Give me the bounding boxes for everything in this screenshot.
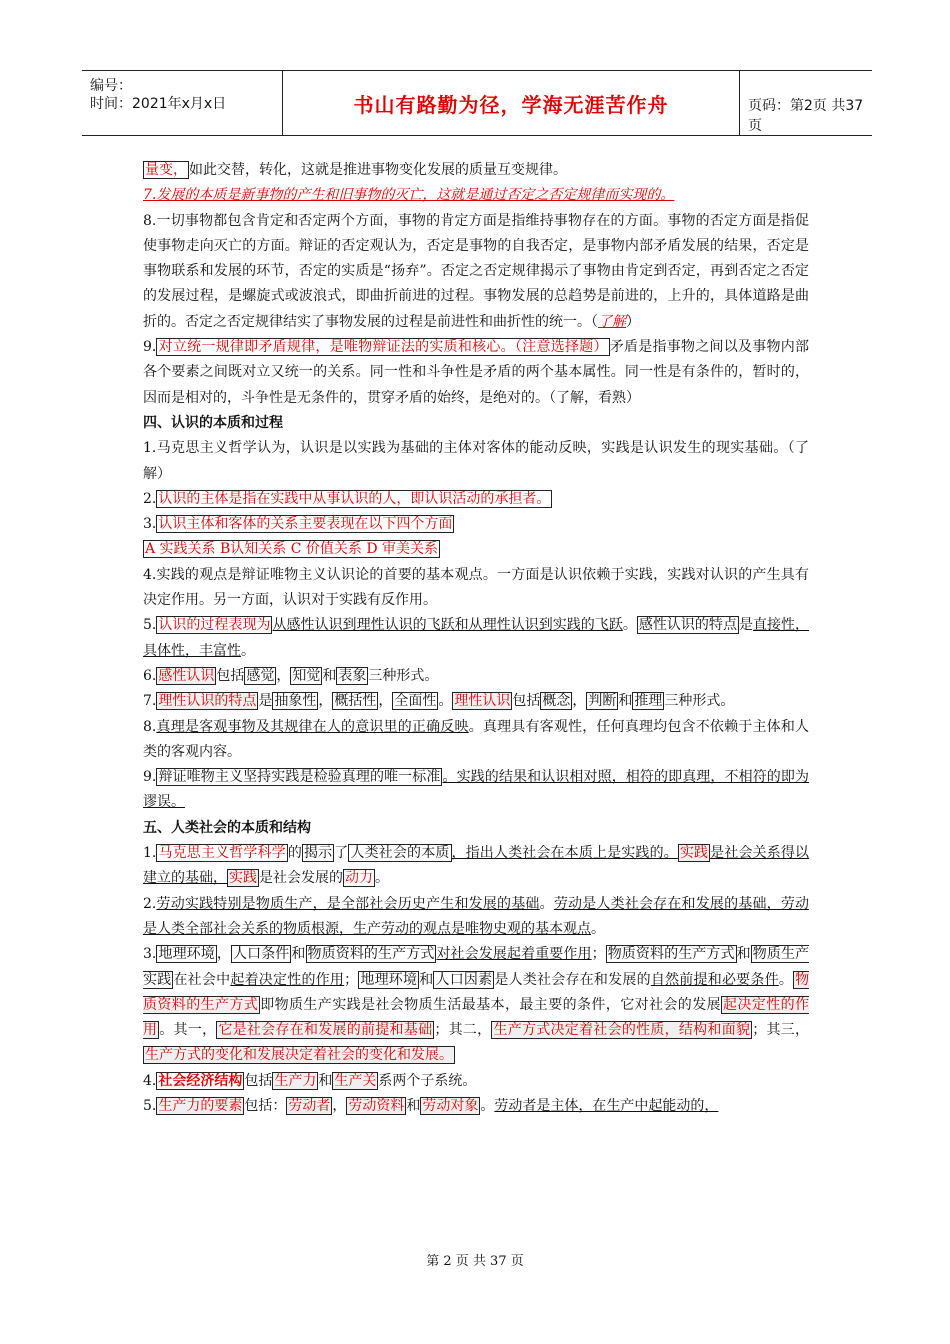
s4-item-6: 6. 感性认识 包括 感觉 ， 知觉 和 表象 三种形式。 bbox=[143, 667, 439, 684]
s5-item-1: 1. 马克思主义哲学科学 的 揭示 了 人类社会的本质 ，指出人类社会在本质上是实践的。 实践 是社会关系得以建立的基础， 实践 是社会发展的 动力 。 bbox=[143, 845, 810, 887]
document-body bbox=[143, 158, 809, 1119]
s4-item-3-options: A 实践关系 B认知关系 C 价值关系 D 审美关系 bbox=[145, 541, 439, 558]
page-header bbox=[82, 70, 872, 136]
time-label: 时间：2021年x月x日 bbox=[90, 96, 227, 112]
s4-item-1: 1.马克思主义哲学认为，认识是以实践为基础的主体对客体的能动反映，实践是认识发生的现实基础。（了解） bbox=[143, 440, 809, 482]
s4-item-9: 9. 辩证唯物主义坚持实践是检验真理的唯一标准 。实践的结果和认识相对照，相符的即真理，不相符的即为谬误。 bbox=[143, 769, 810, 811]
section-heading-5: 五、人类社会的本质和结构 bbox=[143, 819, 311, 836]
s5-item-5: 5. 生产力的要素 包括： 劳动者 ， 劳动资料 和 劳动对象 。劳动者是主体，在生产中起能动的， bbox=[143, 1097, 719, 1114]
s4-item-7: 7. 理性认识的特点 是 抽象性 ， 概括性 ， 全面性 。 理性认识 包括 概念 ， 判断 和 推理 三种形式。 bbox=[143, 693, 735, 710]
page-footer: 第 2 页 共 37 页 bbox=[426, 1254, 524, 1269]
code-label: 编号： bbox=[90, 78, 132, 94]
s5-item-3: 3. 地理环境 ， 人口条件 和 物质资料的生产方式 对社会发展起着重要作用； 物质资料的生产方式 和 物质生产实践 在社会中起着决定性的作用； 地理环境 和 人口因素 是人类社会存在和发展的自然前提和必要条件。 物质资料的生产方式 即物质生产实践是社会物质生活最基本，最主要的条件，它对社会的发展 起决定性的作用 。其一， 它是社会存在和发展的前提和基础 ；其二， 生产方式决定着社会的性质，结构和面貌 ；其三，生产方式的变化和发展决定着社会的变化和发展。 bbox=[143, 946, 810, 1064]
paragraph-0: 量变， 如此交替，转化，这就是推进事物变化发展的质量互变规律。 bbox=[145, 162, 567, 178]
header-meta bbox=[82, 71, 282, 135]
paragraph-9: 9. 对立统一规律即矛盾规律，是唯物辩证法的实质和核心。（注意选择题） 矛盾是指事物之间以及事物内部各个要素之间既对立又统一的关系。同一性和斗争性是矛盾的两个基本属性。同一性是有条件的，暂时的，因而是相对的，斗争性是无条件的，贯穿矛盾的始终，是绝对的。（了解，看熟） bbox=[143, 339, 810, 406]
s4-item-3: 3. 认识主体和客体的关系主要表现在以下四个方面 bbox=[143, 516, 453, 533]
s4-item-2: 2. 认识的主体是指在实践中从事认识的人，即认识活动的承担者。 bbox=[143, 490, 551, 507]
s5-item-4: 4. 社会经济结构 包括 生产力 和 生产关 系两个子系统。 bbox=[143, 1072, 477, 1089]
s4-item-8: 8.真理是客观事物及其规律在人的意识里的正确反映。真理具有客观性，任何真理均包含不依赖于主体和人类的客观内容。 bbox=[143, 718, 810, 760]
paragraph-8: 8.一切事物都包含肯定和否定两个方面，事物的肯定方面是指维持事物存在的方面。事物的否定方面是指促使事物走向灭亡的方面。辩证的否定观认为，否定是事物的自我否定，是事物内部矛盾发展的结果，否定是事物联系和发展的环节，否定的实质是“扬弃”。否定之否定规律揭示了事物由肯定到否定，再到否定之否定的发展过程，是螺旋式或波浪式，即曲折前进的过程。事物发展的总趋势是前进的，上升的，具体道路是曲折的。否定之否定规律结实了事物发展的过程是前进性和曲折性的统一。（了解） bbox=[143, 212, 809, 330]
paragraph-7: 7.发展的本质是新事物的产生和旧事物的灭亡，这就是通过否定之否定规律而实现的。 bbox=[143, 187, 675, 204]
section-heading-4: 四、认识的本质和过程 bbox=[143, 414, 283, 431]
s4-item-5: 5. 认识的过程表现为 从感性认识到理性认识的飞跃和从理性认识到实践的飞跃。 感性认识的特点 是直接性，具体性，丰富性。 bbox=[143, 617, 810, 659]
s4-item-4: 4.实践的观点是辩证唯物主义认识论的首要的基本观点。一方面是认识依赖于实践，实践对认识的产生具有决定作用。另一方面，认识对于实践有反作用。 bbox=[143, 566, 809, 609]
header-page-info: 页码：第2页 共37页 bbox=[748, 98, 864, 134]
header-motto: 书山有路勤为径，学海无涯苦作舟 bbox=[282, 71, 740, 135]
s5-item-2: 2.劳动实践特别是物质生产，是全部社会历史产生和发展的基础。劳动是人类社会存在和发展的基础，劳动是人类全部社会关系的物质根源，生产劳动的观点是唯物史观的基本观点。 bbox=[143, 895, 810, 937]
